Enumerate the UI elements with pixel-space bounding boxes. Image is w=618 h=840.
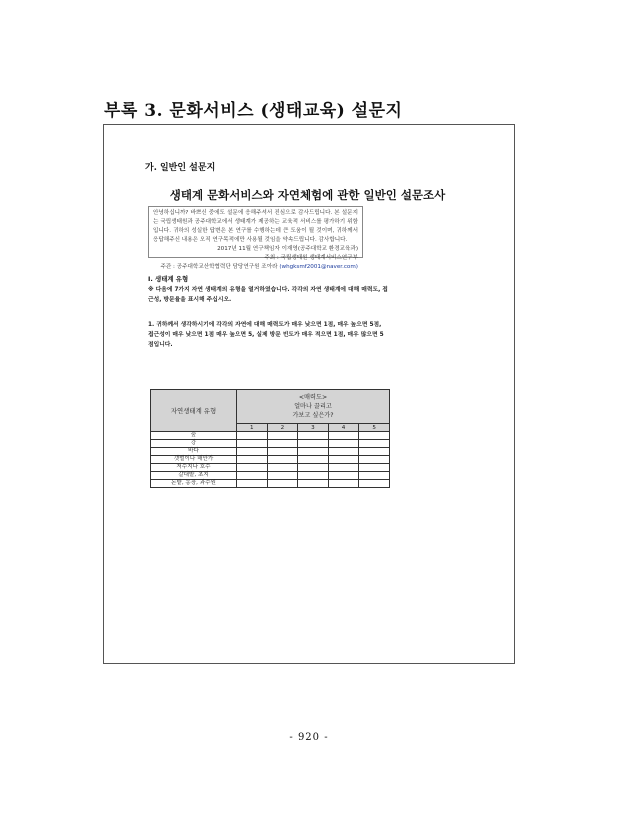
- intro-text: 안녕하십니까? 바쁘신 중에도 설문에 응해주셔서 진심으로 감사드립니다. 본 설문지는 국립생태원과 공주대학교에서 생태계가 제공하는 교육적 서비스를 평가하기 위함입니다. 귀하의 성실한 답변은 본 연구를 수행하는데 큰 도움이 될 것이며, 귀하께서 응답해주신 내용은 오직 연구목적에만 사용될 것임을 약속드립니다. 감사합니다.: [153, 210, 358, 243]
- question-1: 1. 귀하께서 생각하시기에 각각의 자연에 대해 매력도가 매우 낮으면 1점, 매우 높으면 5점, 접근성이 매우 낮으면 1점 매우 높으면 5, 실제 방문 빈도가 매우 적으면 1점, 매우 많으면 5점입니다.: [148, 322, 384, 348]
- rating-table: [150, 389, 390, 488]
- rating-header-title: <매력도>: [298, 394, 328, 401]
- table-row: [151, 448, 390, 456]
- rating-header-sub1: 얼마나 끌리고: [294, 403, 332, 410]
- rating-cell[interactable]: [237, 464, 268, 472]
- row-label: 저수지나 호수: [151, 464, 237, 472]
- intro-org-line: [153, 263, 358, 272]
- rating-cell[interactable]: [267, 440, 298, 448]
- rating-cell[interactable]: [267, 456, 298, 464]
- appendix-title: 부록 3. 문화서비스 (생태교육) 설문지: [104, 101, 403, 121]
- scale-4: 4: [328, 424, 359, 432]
- rating-cell[interactable]: [359, 456, 390, 464]
- rating-cell[interactable]: [237, 440, 268, 448]
- table-row: [151, 464, 390, 472]
- intro-box: [148, 206, 363, 270]
- rating-cell[interactable]: [237, 432, 268, 440]
- type-header: 자연생태계 유형: [151, 390, 237, 432]
- table-row: [151, 472, 390, 480]
- scale-3: 3: [298, 424, 329, 432]
- scale-2: 2: [267, 424, 298, 432]
- question-section-heading: I. 생태계 유형: [148, 275, 189, 283]
- rating-cell[interactable]: [359, 480, 390, 488]
- rating-cell[interactable]: [298, 440, 329, 448]
- scale-1: 1: [237, 424, 268, 432]
- survey-title: 생태계 문화서비스와 자연체험에 관한 일반인 설문조사: [169, 188, 446, 202]
- rating-cell[interactable]: [298, 456, 329, 464]
- intro-email[interactable]: (whgksmf2001@naver.com): [279, 264, 358, 270]
- rating-cell[interactable]: [237, 480, 268, 488]
- section-label: 가. 일반인 설문지: [145, 163, 216, 173]
- rating-cell[interactable]: [359, 448, 390, 456]
- rating-cell[interactable]: [328, 480, 359, 488]
- rating-cell[interactable]: [328, 440, 359, 448]
- rating-cell[interactable]: [359, 440, 390, 448]
- rating-cell[interactable]: [237, 472, 268, 480]
- scale-5: 5: [359, 424, 390, 432]
- row-label: 강: [151, 440, 237, 448]
- rating-cell[interactable]: [237, 456, 268, 464]
- table-row: [151, 480, 390, 488]
- row-label: 갈대밭, 초지: [151, 472, 237, 480]
- rating-cell[interactable]: [328, 456, 359, 464]
- rating-cell[interactable]: [298, 432, 329, 440]
- table-row: [151, 440, 390, 448]
- rating-cell[interactable]: [328, 432, 359, 440]
- rating-cell[interactable]: [328, 448, 359, 456]
- row-label: 논밭, 농장, 과수원: [151, 480, 237, 488]
- page-number: - 920 -: [289, 732, 329, 743]
- intro-org: 주관 : 공주대학교산학협력단 담당연구원 조아라: [160, 264, 278, 270]
- rating-cell[interactable]: [298, 480, 329, 488]
- rating-cell[interactable]: [359, 432, 390, 440]
- intro-date-line: 2017년 11월 연구책임자 이재영(공주대학교 환경교육과): [217, 246, 358, 252]
- rating-cell[interactable]: [298, 448, 329, 456]
- rating-header: [237, 390, 390, 424]
- rating-cell[interactable]: [267, 448, 298, 456]
- question-note: ※ 다음에 7가지 자연 생태계의 유형을 열거하였습니다. 각각의 자연 생태계에 대해 매력도, 접근성, 방문율을 표시해 주십시오.: [148, 287, 388, 303]
- rating-cell[interactable]: [298, 472, 329, 480]
- rating-cell[interactable]: [267, 480, 298, 488]
- rating-cell[interactable]: [328, 464, 359, 472]
- rating-cell[interactable]: [328, 472, 359, 480]
- row-label: 갯벌이나 해안가: [151, 456, 237, 464]
- rating-cell[interactable]: [359, 472, 390, 480]
- table-row: [151, 456, 390, 464]
- rating-cell[interactable]: [267, 472, 298, 480]
- rating-cell[interactable]: [237, 448, 268, 456]
- rating-cell[interactable]: [298, 464, 329, 472]
- rating-cell[interactable]: [267, 432, 298, 440]
- intro-host-line: 주최 : 국립생태원 생태계서비스연구부: [264, 255, 358, 261]
- row-label: 숲: [151, 432, 237, 440]
- table-row: [151, 432, 390, 440]
- rating-header-sub2: 가보고 싶은가?: [292, 412, 334, 419]
- rating-cell[interactable]: [359, 464, 390, 472]
- row-label: 바다: [151, 448, 237, 456]
- rating-cell[interactable]: [267, 464, 298, 472]
